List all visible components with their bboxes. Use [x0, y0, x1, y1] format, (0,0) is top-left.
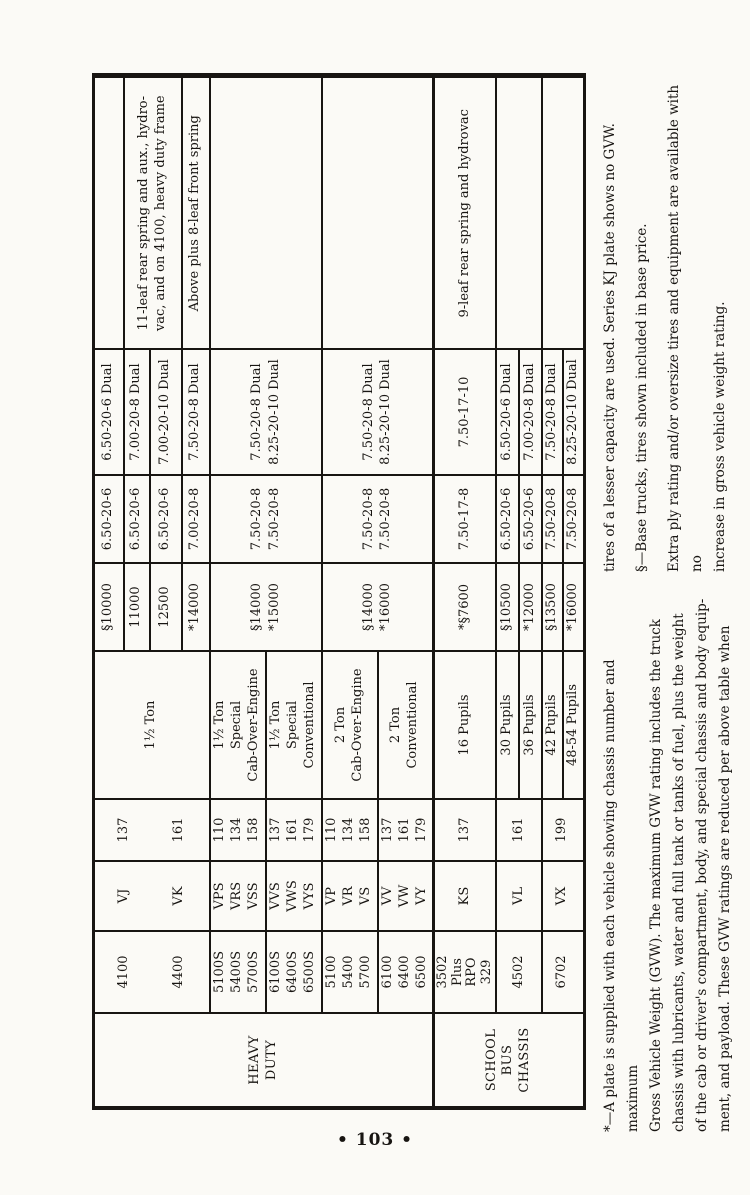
rear-tire-cell: 8.25-20-10 Dual	[563, 349, 584, 475]
note-cell-empty	[210, 76, 322, 349]
desc-cell: 2 Ton Cab-Over-Engine	[322, 651, 378, 799]
truck-spec-table	[92, 74, 586, 1111]
gvw-cell: *16000	[563, 563, 584, 651]
model-cell-4100-4400	[94, 931, 210, 1013]
wheelbase-cell: 137 161 179	[378, 799, 434, 861]
note-line: 11-leaf rear spring and aux., hydro-	[136, 95, 152, 331]
desc-cell: 16 Pupils	[434, 651, 497, 799]
series-label-line: HEAVY	[246, 1035, 262, 1085]
wheelbase-cell	[94, 799, 210, 861]
gvw-cell: 12500	[150, 563, 182, 651]
rear-tire-cell: 6.50-20-6 Dual	[94, 349, 124, 475]
front-tire-cell: 7.50-20-8	[542, 475, 563, 563]
front-tire-cell: 6.50-20-6	[124, 475, 150, 563]
gvw-cell: *14000	[182, 563, 210, 651]
desc-cell: 1½ Ton Special Conventional	[266, 651, 322, 799]
model-number: 4100	[115, 955, 131, 989]
code-cell: VL	[496, 861, 542, 931]
wheelbase-cell: 137	[434, 799, 497, 861]
footnote-line: *—A plate is supplied with each vehicle showing chassis number and maximum	[601, 659, 641, 1132]
series-code: VK	[170, 886, 186, 906]
desc-cell: 42 Pupils	[542, 651, 563, 799]
model-cell-5100: 5100 5400 5700	[322, 931, 378, 1013]
model-cell-3502: 3502 Plus RPO 329	[434, 931, 497, 1013]
wheelbase-cell: 110 134 158	[322, 799, 378, 861]
page-number: • 103 •	[336, 1130, 414, 1150]
footnotes	[599, 76, 737, 1132]
desc-cell: 36 Pupils	[519, 651, 542, 799]
gvw-cell: 11000	[124, 563, 150, 651]
front-tire-cell: 7.50-20-8	[563, 475, 584, 563]
footnote-line: chassis with lubricants, water and full tank or tanks of fuel, plus the weight	[670, 613, 687, 1132]
gvw-cell: *12000	[519, 563, 542, 651]
front-tire-cell: 7.00-20-8	[182, 475, 210, 563]
rear-tire-cell: 7.00-20-8 Dual	[124, 349, 150, 475]
note-cell-9-leaf: 9-leaf rear spring and hydrovac	[434, 76, 497, 349]
wheelbase-value: 137	[115, 817, 131, 843]
model-cell-6100: 6100 6400 6500	[378, 931, 434, 1013]
code-cell: VV VW VY	[378, 861, 434, 931]
gvw-cell: §13500	[542, 563, 563, 651]
gvw-cell: §14000 *16000	[322, 563, 434, 651]
wheelbase-value: 161	[170, 817, 186, 843]
footnote-line: of the cab or driver's compartment, body, and special chassis and body equip-	[693, 598, 710, 1132]
rear-tire-cell: 7.50-17-10	[434, 349, 497, 475]
footnote-right-column	[599, 76, 737, 572]
model-number: 4400	[170, 955, 186, 989]
rear-tire-cell: 7.00-20-8 Dual	[519, 349, 542, 475]
footnote-line: tires of a lesser capacity are used. Series KJ plate shows no GVW.	[601, 123, 618, 572]
desc-cell: 1½ Ton Special Cab-Over-Engine	[210, 651, 266, 799]
model-cell-4502: 4502	[496, 931, 542, 1013]
note-cell-empty	[94, 76, 124, 349]
series-code: VJ	[115, 888, 131, 904]
code-cell-vj-vk	[94, 861, 210, 931]
note-cell-8-leaf: Above plus 8-leaf front spring	[182, 76, 210, 349]
footnote-extra-ply: Extra ply rating and/or oversize tires and equipment are available with no increase in gross vehicle weight rating.	[665, 84, 728, 572]
desc-cell: 1½ Ton	[94, 651, 210, 799]
front-tire-cell: 7.50-17-8	[434, 475, 497, 563]
wheelbase-cell: 110 134 158	[210, 799, 266, 861]
model-cell-6100s: 6100S 6400S 6500S	[266, 931, 322, 1013]
note-cell-empty	[322, 76, 434, 349]
front-tire-cell: 6.50-20-6	[94, 475, 124, 563]
code-cell: VX	[542, 861, 584, 931]
rear-tire-cell: 7.50-20-8 Dual 8.25-20-10 Dual	[322, 349, 434, 475]
series-cell-school-bus: SCHOOL BUS CHASSIS	[434, 1013, 585, 1108]
rear-tire-cell: 7.50-20-8 Dual	[542, 349, 563, 475]
front-tire-cell: 6.50-20-6	[496, 475, 519, 563]
note-cell-11-leaf	[124, 76, 182, 349]
wheelbase-cell: 199	[542, 799, 584, 861]
rotated-table-block	[92, 78, 733, 1132]
code-cell: KS	[434, 861, 497, 931]
footnote-left-column	[599, 572, 737, 1132]
front-tire-cell: 7.50-20-8 7.50-20-8	[210, 475, 322, 563]
series-cell-heavy-duty	[94, 1013, 434, 1108]
series-label-line: DUTY	[263, 1039, 279, 1081]
wheelbase-cell: 161	[496, 799, 542, 861]
front-tire-cell: 6.50-20-6	[519, 475, 542, 563]
desc-cell: 30 Pupils	[496, 651, 519, 799]
rear-tire-cell: 7.00-20-10 Dual	[150, 349, 182, 475]
model-cell-5100s: 5100S 5400S 5700S	[210, 931, 266, 1013]
footnote-line: Gross Vehicle Weight (GVW). The maximum GVW rating includes the truck	[647, 619, 664, 1132]
rear-tire-cell: 7.50-20-8 Dual 8.25-20-10 Dual	[210, 349, 322, 475]
gvw-cell: §14000 *15000	[210, 563, 322, 651]
wheelbase-cell: 137 161 179	[266, 799, 322, 861]
front-tire-cell: 6.50-20-6	[150, 475, 182, 563]
note-line: vac, and on 4100, heavy duty frame	[152, 95, 168, 332]
desc-cell: 2 Ton Conventional	[378, 651, 434, 799]
gvw-cell: *§7600	[434, 563, 497, 651]
front-tire-cell: 7.50-20-8 7.50-20-8	[322, 475, 434, 563]
rear-tire-cell: 7.50-20-8 Dual	[182, 349, 210, 475]
rear-tire-cell: 6.50-20-6 Dual	[496, 349, 519, 475]
gvw-cell: §10000	[94, 563, 124, 651]
code-cell: VP VR VS	[322, 861, 378, 931]
model-cell-6702: 6702	[542, 931, 584, 1013]
desc-cell: 48-54 Pupils	[563, 651, 584, 799]
gvw-cell: §10500	[496, 563, 519, 651]
note-cell-empty	[542, 76, 584, 349]
code-cell: VVS VWS VYS	[266, 861, 322, 931]
footnote-line: ment, and payload. These GVW ratings are reduced per above table when	[716, 625, 733, 1132]
footnote-base-trucks: §—Base trucks, tires shown included in base price.	[633, 223, 650, 572]
code-cell: VPS VRS VSS	[210, 861, 266, 931]
note-cell-empty	[496, 76, 542, 349]
